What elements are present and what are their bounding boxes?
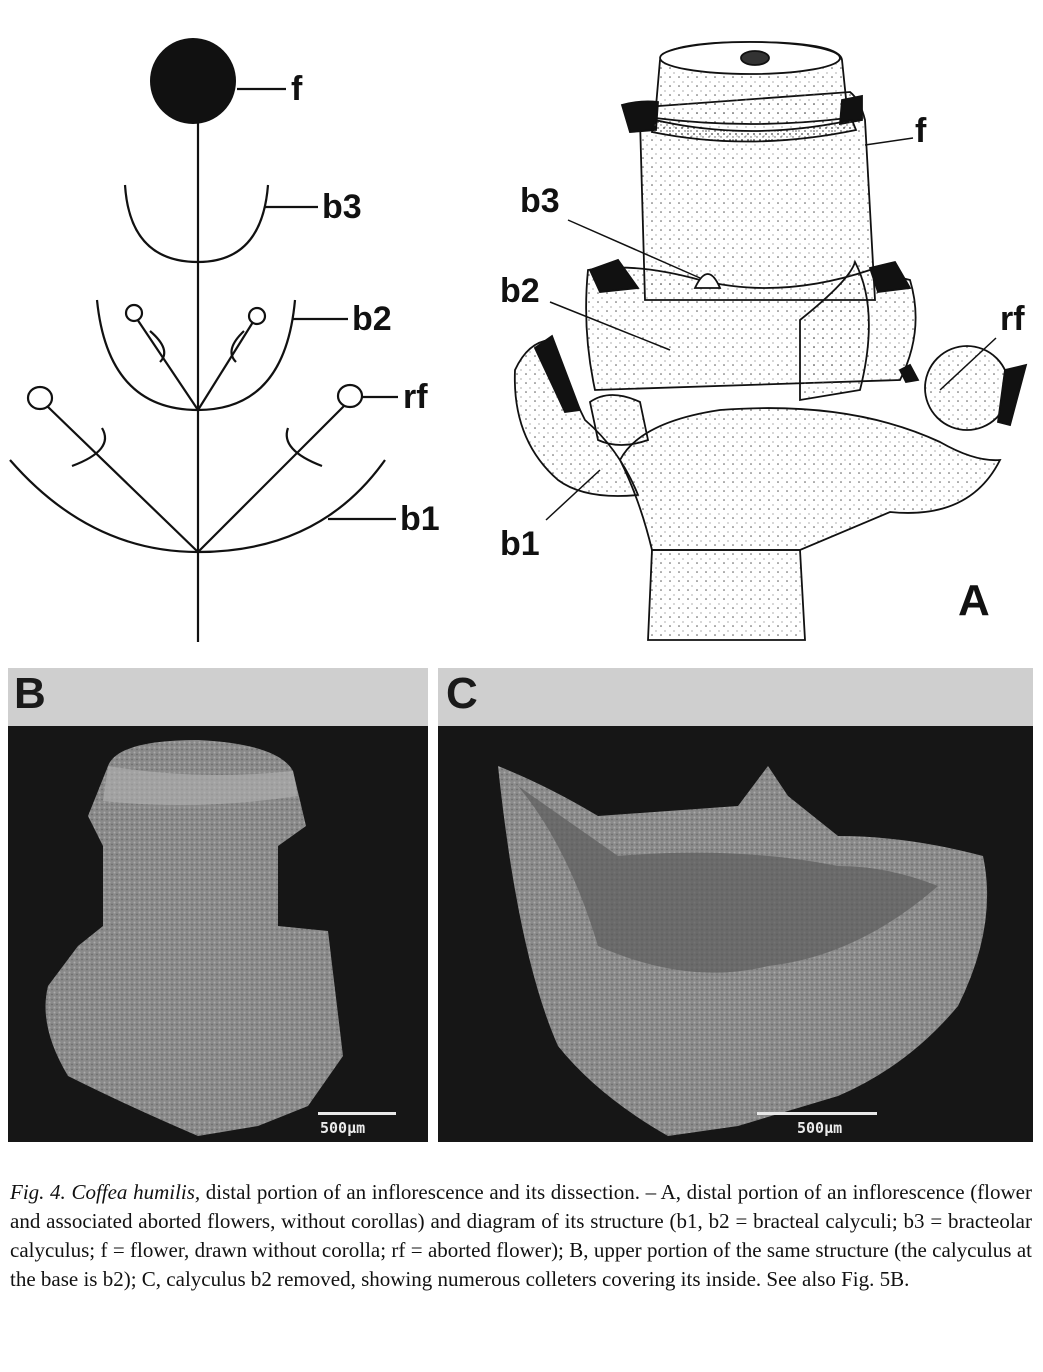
panel-letter-a: A <box>958 576 990 625</box>
sem-image-b <box>8 726 428 1142</box>
panel-letter-c: C <box>446 669 478 718</box>
caption-species: Coffea humilis, <box>71 1180 201 1204</box>
drawing-label-b2: b2 <box>500 272 540 310</box>
scale-label-b: 500μm <box>320 1119 366 1137</box>
diagram-label-b1: b1 <box>400 500 440 538</box>
drawing-label-b1: b1 <box>500 525 540 563</box>
figure-caption <box>10 1178 1032 1294</box>
drawing-label-rf: rf <box>1000 300 1025 338</box>
diagram-label-f: f <box>291 70 303 108</box>
drawing-label-b3: b3 <box>520 182 560 220</box>
panel-b-header <box>8 668 428 726</box>
diagram-label-b3: b3 <box>322 188 362 226</box>
panel-letter-b: B <box>14 669 46 718</box>
drawing-label-f: f <box>915 112 927 150</box>
scale-bar-c <box>757 1112 877 1115</box>
caption-fig-ref: Fig. 4. <box>10 1180 66 1204</box>
sem-image-c <box>438 726 1033 1142</box>
diagram-label-b2: b2 <box>352 300 392 338</box>
structure-diagram <box>0 30 470 650</box>
inflorescence-drawing <box>470 30 1043 650</box>
diagram-label-rf: rf <box>403 378 428 416</box>
scale-bar-b <box>318 1112 396 1115</box>
sem-specimen-b <box>8 726 428 1142</box>
flower-dot <box>150 38 236 124</box>
caption-text: distal portion of an inflorescence and its dissection. – A, distal portion of an inflorescence (flower and associated aborted flowers, without corollas) and diagram of its structure (b1, b2 = bracteal calyculi; b3 = bracteolar calyculus; f = flower, drawn without corolla; rf = aborted flower); B, upper portion of the same structure (the calyculus at the base is b2); C, calyculus b2 removed, showing numerous colleters covering its inside. See also Fig. 5B. <box>10 1180 1032 1291</box>
panel-c-header <box>438 668 1033 726</box>
scale-label-c: 500μm <box>797 1119 843 1137</box>
sem-specimen-c <box>438 726 1033 1142</box>
